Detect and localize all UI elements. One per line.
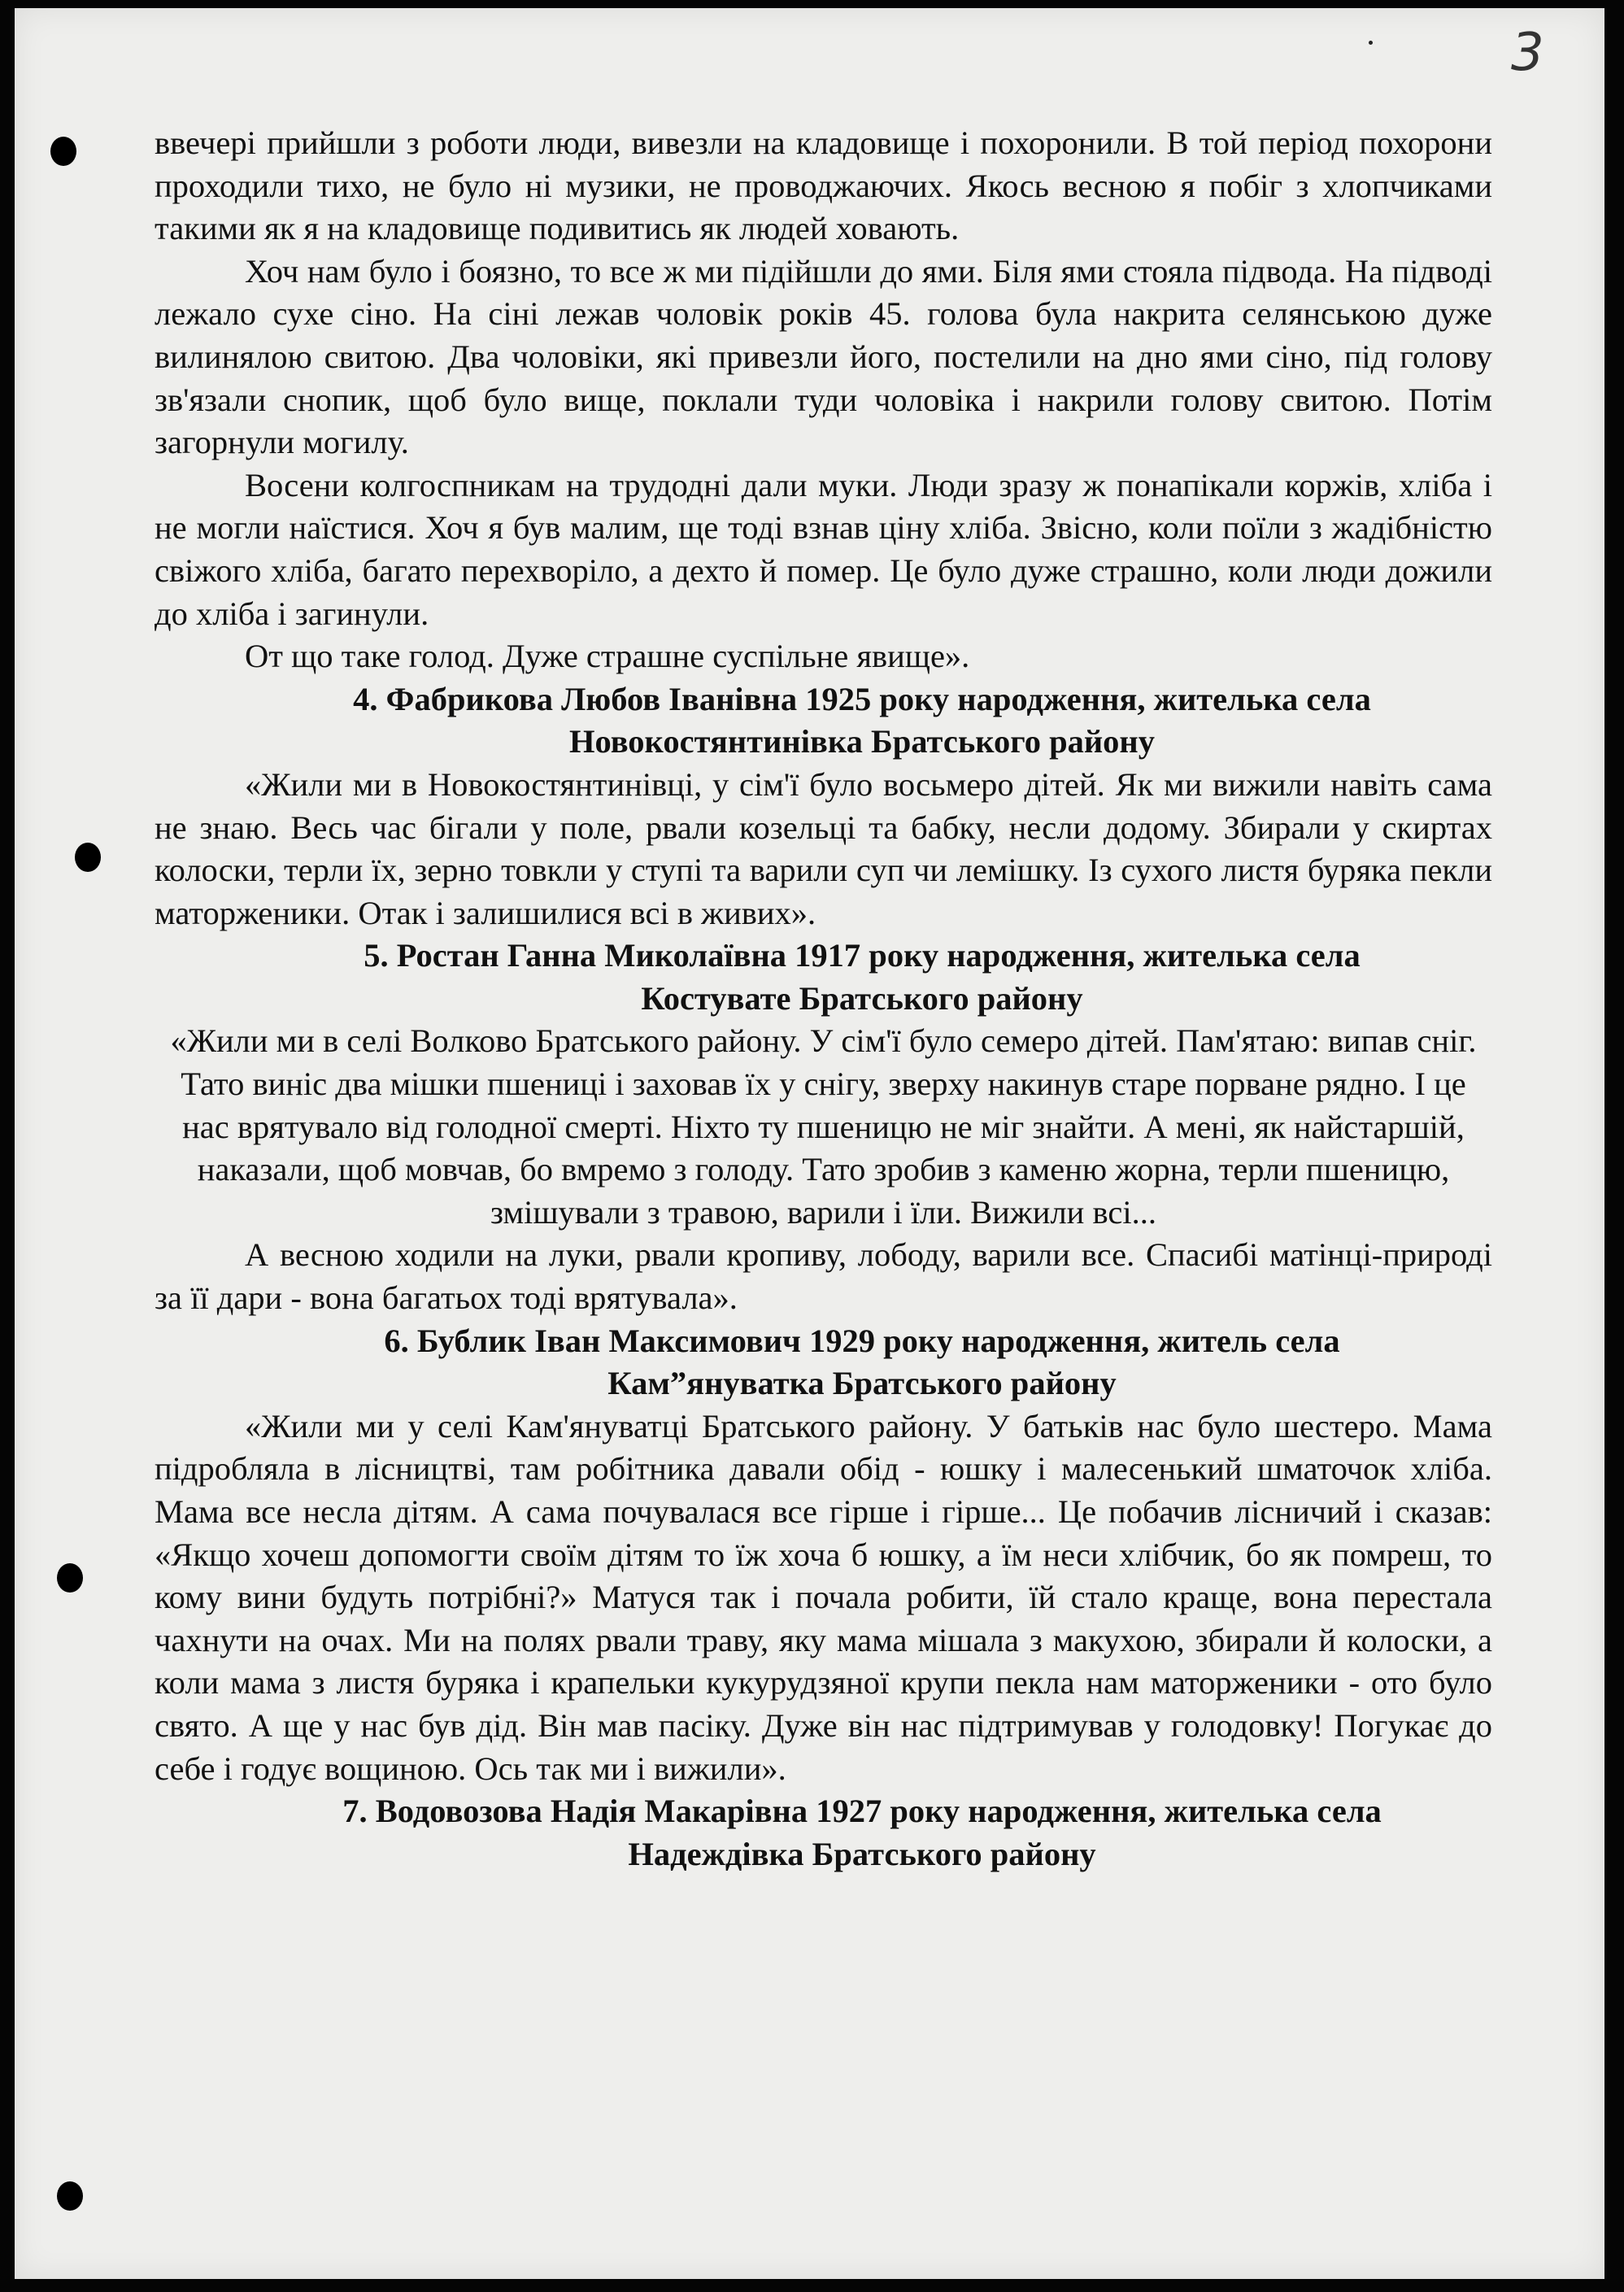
document-body [155, 122, 1492, 1876]
section-heading-line: Новокостянтинівка Братського району [568, 723, 1156, 760]
paragraph: Восени колгоспникам на трудодні дали муки. Люди зразу ж понапікали коржів, хліба і не могли наїстися. Хоч я був малим, ще тоді взнав ціну хліба. Звісно, коли поїли з жадібністю свіжого хліба, багато перехворіло, а дехто й помер. Це було дуже страшно, коли люди дожили до хліба і загинули. [155, 466, 1492, 632]
punch-hole [57, 1563, 83, 1593]
section-heading-line: 7. Водовозова Надія Макарівна 1927 року народження, жителька села [342, 1793, 1382, 1830]
section-heading [155, 1320, 1492, 1405]
section-heading [155, 935, 1492, 1020]
paragraph: ввечері прийшли з роботи люди, вивезли на кладовище і похоронили. В той період похорони проходили тихо, не було ні музики, не проводжаючих. Якось весною я побіг з хлопчиками такими як я на кладовище подивитись як людей ховають. [155, 124, 1492, 247]
testimony-paragraph: А весною ходили на луки, рвали кропиву, лободу, варили все. Спасибі матінці-природі за її дари - вона багатьох тоді врятувала». [155, 1236, 1492, 1317]
section-heading-line: 5. Ростан Ганна Миколаївна 1917 року народження, жителька села [364, 937, 1361, 974]
section-heading-line: Костувате Братського району [641, 979, 1083, 1017]
section-heading-line: Надеждівка Братського району [628, 1835, 1096, 1872]
punch-hole [57, 2181, 83, 2211]
section-heading [155, 1790, 1492, 1876]
section-heading [155, 678, 1492, 764]
paragraph: От що таке голод. Дуже страшне суспільне явище». [245, 638, 970, 675]
section-heading-line: Кам”януватка Братського району [607, 1365, 1117, 1402]
testimony-paragraph: «Жили ми у селі Кам'януватці Братського району. У батьків нас було шестеро. Мама підробляла в лісництві, там робітника давали обід - юшку і малесенький шматочок хліба. Мама все несла дітям. А сама почувалася все гірше і гірше... Це побачив лісничий і сказав: «Якщо хочеш допомогти своїм дітям то їж хоча б юшку, а їм неси хлібчик, бо як помреш, то кому вини будуть потрібні?» Матуся так і почала робити, їй стало краще, вона перестала чахнути на очах. Ми на полях рвали траву, яку мама мішала з макухою, збирали й колоски, а коли мама з листя буряка і крапельки кукурудзяної крупи пекла нам маторженики - ото було свято. А ще у нас був дід. Він мав пасіку. Дуже він нас підтримував у голодовку! Погукає до себе і годує вощиною. Ось так ми і вижили». [155, 1407, 1492, 1787]
section-heading-line: 6. Бублик Іван Максимович 1929 року народження, житель села [384, 1322, 1340, 1359]
punch-hole [50, 137, 76, 166]
page-number: 3 [1511, 23, 1544, 83]
testimony-paragraph: «Жили ми в Новокостянтинівці, у сім'ї було восьмеро дітей. Як ми вижили навіть сама не знаю. Весь час бігали у поле, рвали козельці та бабку, несли додому. Збирали у скиртах колоски, терли їх, зерно товкли у ступі та варили суп чи лемішку. Із сухого листя буряка пекли маторженики. Отак і залишилися всі в живих». [155, 765, 1492, 931]
punch-hole [75, 843, 101, 872]
testimony-paragraph: «Жили ми в селі Волково Братського району. У сім'ї було семеро дітей. Пам'ятаю: випав сніг. Тато виніс два мішки пшениці і заховав їх у снігу, зверху накинув старе порване рядно. І це нас врятувало від голодної смерті. Ніхто ту пшеницю не міг знайти. А мені, як найстаршій, наказали, щоб мовчав, бо вмремо з голоду. Тато зробив з каменю жорна, терли пшеницю, змішували з травою, варили і їли. Вижили всі... [170, 1022, 1477, 1231]
ink-dot [1369, 41, 1373, 45]
paragraph: Хоч нам було і боязно, то все ж ми підійшли до ями. Біля ями стояла підвода. На підводі лежало сухе сіно. На сіні лежав чоловік років 45. голова була накрита селянською дуже вилинялою свитою. Два чоловіки, які привезли його, постелили на дно ями сіно, під голову зв'язали снопик, щоб було вище, поклали туди чоловіка і накрили голову свитою. Потім загорнули могилу. [155, 252, 1492, 461]
section-heading-line: 4. Фабрикова Любов Іванівна 1925 року народження, жителька села [353, 680, 1371, 717]
